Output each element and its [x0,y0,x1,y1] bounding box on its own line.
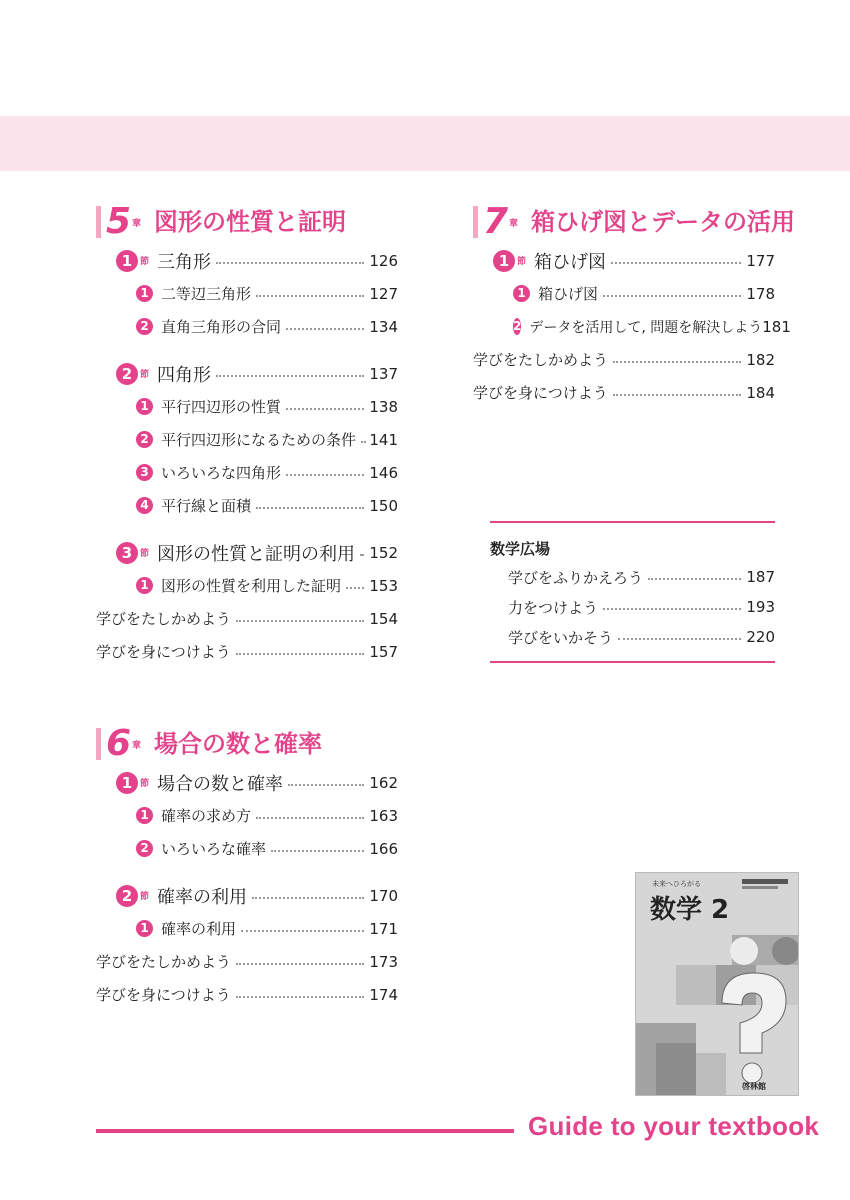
page-number: 166 [369,839,398,858]
toc-item[interactable] [116,832,398,865]
footer-rule [96,1129,514,1133]
item-number-badge: 2 [136,318,153,335]
item-title: データを活用して, 問題を解決しよう [529,319,763,336]
item-title: 平行四辺形になるための条件 [161,431,357,449]
leader-dots [216,375,364,377]
item-title: 平行四辺形の性質 [161,398,282,416]
leader-dots [361,441,364,443]
extra-title: 学びをたしかめよう [473,351,609,369]
extra-title: 学びを身につけよう [96,986,231,1004]
chapter-title: 場合の数と確率 [154,730,322,758]
toc-section[interactable] [116,357,398,390]
item-title: いろいろな四角形 [161,464,282,482]
page-number: 134 [369,317,398,336]
page-number: 187 [746,568,775,586]
page-number: 138 [369,397,398,416]
page-number: 127 [369,284,398,303]
page-number: 178 [746,284,775,303]
chapter-mark: 章 [509,219,519,229]
page-number: 184 [746,383,775,402]
page-number: 141 [369,430,398,449]
page-number: 182 [746,350,775,369]
leader-dots [288,784,364,786]
toc-section[interactable] [493,244,775,277]
section-number-badge: 1 [116,250,138,272]
toc-section[interactable] [116,766,398,799]
hiroba-item[interactable] [508,562,775,592]
hiroba-item[interactable] [508,592,775,622]
section-mark: 節 [517,257,527,267]
section-title: 確率の利用 [157,886,248,908]
leader-dots [241,930,364,932]
chapter-number: 6 [106,723,132,764]
item-title: 確率の求め方 [161,807,252,825]
section-title: 箱ひげ図 [534,251,607,273]
toc-section[interactable] [116,244,398,277]
cover-publisher: 啓林館 [742,1082,766,1091]
page-number: 173 [369,952,398,971]
chapter-title: 箱ひげ図とデータの活用 [531,208,795,236]
cover-title: 数学 2 [650,895,730,925]
toc-section[interactable] [116,536,398,569]
section-number-badge: 2 [116,885,138,907]
page-number: 162 [369,773,398,792]
item-title: 力をつけよう [508,598,599,617]
item-title: 確率の利用 [161,920,237,938]
cover-supertitle: 未来へひろがる [652,880,701,888]
leader-dots [648,578,741,580]
item-title: 二等辺三角形 [161,285,252,303]
item-title: 平行線と面積 [161,497,252,515]
hiroba-bottom-rule [490,661,775,663]
toc-extra[interactable] [473,376,775,409]
toc-extra[interactable] [96,945,398,978]
leader-dots [360,554,364,556]
section-number-badge: 3 [116,542,138,564]
chapter-mark: 章 [132,741,142,751]
item-title: 箱ひげ図 [538,285,599,303]
extra-title: 学びを身につけよう [473,384,608,402]
chapter-heading [96,200,398,244]
chapter-bar [96,206,101,238]
page-number: 150 [369,496,398,515]
textbook-cover-image [636,873,798,1095]
leader-dots [236,996,365,998]
footer-title: Guide to your textbook [528,1111,820,1141]
item-title: 学びをいかそう [508,628,614,647]
page-number: 153 [369,576,398,595]
section-mark: 節 [140,779,150,789]
leader-dots [236,963,364,965]
leader-dots [603,608,741,610]
toc-item[interactable] [493,310,791,343]
leader-dots [286,328,364,330]
hiroba-top-rule [490,521,775,523]
page-number: 137 [369,364,398,383]
page-number: 193 [746,598,775,616]
toc-item[interactable] [116,390,398,423]
page-number: 146 [369,463,398,482]
chapter-heading [473,200,795,244]
toc-item[interactable] [116,799,398,832]
leader-dots [256,295,364,297]
chapter-bar [473,206,478,238]
leader-dots [603,295,741,297]
page-number: 152 [369,543,398,562]
toc-item[interactable] [493,277,775,310]
chapter-title: 図形の性質と証明 [154,208,346,236]
section-mark: 節 [140,370,150,380]
toc-item[interactable] [116,912,398,945]
item-number-badge: 1 [136,398,153,415]
item-number-badge: 4 [136,497,153,514]
page-number: 177 [746,251,775,270]
page-number: 181 [762,317,791,336]
item-number-badge: 1 [513,285,530,302]
hiroba-item[interactable] [508,622,775,652]
toc-extra[interactable] [96,602,398,635]
item-title: 学びをふりかえろう [508,568,644,587]
item-title: いろいろな確率 [161,840,267,858]
leader-dots [613,394,742,396]
chapter-bar [96,728,101,760]
hiroba-title: 数学広場 [490,540,551,558]
extra-title: 学びを身につけよう [96,643,231,661]
leader-dots [252,897,364,899]
section-number-badge: 1 [493,250,515,272]
extra-title: 学びをたしかめよう [96,953,232,971]
page-number: 171 [369,919,398,938]
page-number: 157 [369,642,398,661]
header-band [0,116,850,171]
toc-extra[interactable] [96,635,398,668]
leader-dots [286,408,364,410]
item-title: 図形の性質を利用した証明 [161,577,342,595]
toc-item[interactable] [116,310,398,343]
cover-artwork [636,873,798,1095]
toc-item[interactable] [116,423,398,456]
item-number-badge: 1 [136,920,153,937]
toc-extra[interactable] [473,343,775,376]
section-number-badge: 1 [116,772,138,794]
section-mark: 節 [140,549,150,559]
section-title: 四角形 [157,364,212,386]
leader-dots [256,817,364,819]
toc-item[interactable] [116,277,398,310]
item-number-badge: 2 [136,840,153,857]
leader-dots [216,262,364,264]
chapter-number: 7 [483,201,509,242]
leader-dots [611,262,741,264]
extra-title: 学びをたしかめよう [96,610,232,628]
chapter-6 [96,722,398,1011]
toc-item[interactable] [116,456,398,489]
chapter-mark: 章 [132,219,142,229]
toc-section[interactable] [116,879,398,912]
leader-dots [236,620,364,622]
item-number-badge: 3 [136,464,153,481]
chapter-number: 5 [106,201,132,242]
page-number: 220 [746,628,775,646]
leader-dots [613,361,741,363]
section-mark: 節 [140,257,150,267]
chapter-heading [96,722,398,766]
page-number: 174 [369,985,398,1004]
chapter-7 [473,200,795,409]
toc-extra[interactable] [96,978,398,1011]
leader-dots [346,587,364,589]
leader-dots [286,474,364,476]
leader-dots [236,653,365,655]
chapter-5 [96,200,398,668]
section-mark: 節 [140,892,150,902]
page-number: 170 [369,886,398,905]
item-title: 直角三角形の合同 [161,318,282,336]
item-number-badge: 2 [513,319,522,333]
leader-dots [618,638,741,640]
leader-dots [271,850,364,852]
item-number-badge: 2 [136,431,153,448]
toc-item[interactable] [116,489,398,522]
section-number-badge: 2 [116,363,138,385]
item-number-badge: 1 [136,807,153,824]
toc-item[interactable] [116,569,398,602]
section-title: 三角形 [157,251,212,273]
leader-dots [256,507,364,509]
section-title: 図形の性質と証明の利用 [157,543,356,565]
item-number-badge: 1 [136,285,153,302]
page-number: 126 [369,251,398,270]
hiroba-box [490,536,775,652]
page-number: 163 [369,806,398,825]
page-number: 154 [369,609,398,628]
section-title: 場合の数と確率 [157,773,284,795]
item-number-badge: 1 [136,577,153,594]
